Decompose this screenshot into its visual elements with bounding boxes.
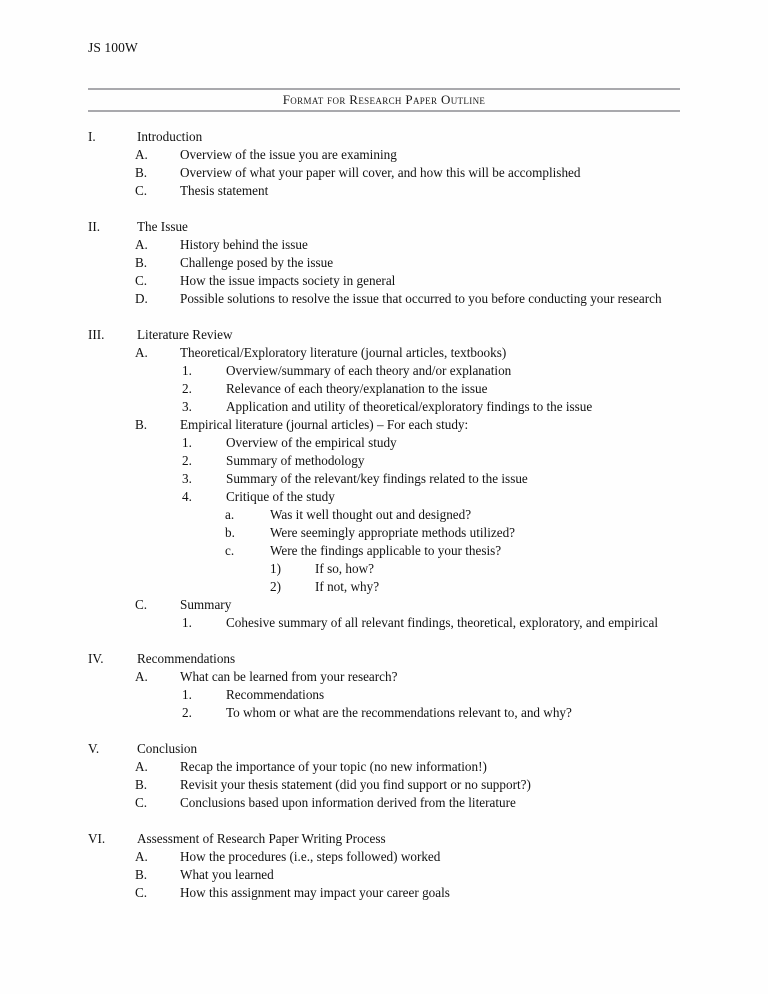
outline-text: Were the findings applicable to your thesis? <box>270 543 502 558</box>
outline-entry <box>182 452 688 470</box>
outline-text: Recap the importance of your topic (no new information!) <box>180 759 487 774</box>
outline-marker: B. <box>135 165 148 180</box>
title-block <box>88 88 680 112</box>
outline-entry <box>88 650 688 668</box>
outline-text: Empirical literature (journal articles) – For each study: <box>180 417 469 432</box>
outline-entry <box>135 884 688 902</box>
outline-text: Possible solutions to resolve the issue that occurred to you before conducting your research <box>180 291 662 306</box>
outline-marker: 1. <box>182 615 192 630</box>
outline-marker: 2. <box>182 705 192 720</box>
outline-marker: A. <box>135 849 148 864</box>
outline-marker: 4. <box>182 489 192 504</box>
outline-entry <box>135 164 688 182</box>
outline-text: Recommendations <box>226 687 325 702</box>
outline-text: Recommendations <box>137 651 236 666</box>
outline-marker: C. <box>135 183 148 198</box>
outline-marker: III. <box>88 327 105 342</box>
outline-marker: VI. <box>88 831 106 846</box>
outline-entry <box>182 398 688 416</box>
outline-marker: b. <box>225 525 235 540</box>
outline-text: Relevance of each theory/explanation to the issue <box>226 381 488 396</box>
outline-text: Overview of the empirical study <box>226 435 397 450</box>
outline-entry <box>88 740 688 758</box>
outline-entry <box>182 470 688 488</box>
outline-entry <box>135 794 688 812</box>
outline-entry <box>88 830 688 848</box>
outline-text: Overview/summary of each theory and/or explanation <box>226 363 512 378</box>
outline-text: Literature Review <box>137 327 233 342</box>
outline-marker: IV. <box>88 651 104 666</box>
outline-spacer <box>88 200 688 218</box>
outline-text: Thesis statement <box>180 183 269 198</box>
outline-text: If not, why? <box>315 579 380 594</box>
outline-text: Overview of what your paper will cover, and how this will be accomplished <box>180 165 581 180</box>
outline-text: What you learned <box>180 867 274 882</box>
course-code-label: JS 100W <box>88 40 138 55</box>
outline-text: How this assignment may impact your career goals <box>180 885 450 900</box>
outline-spacer <box>88 632 688 650</box>
outline-text: Challenge posed by the issue <box>180 255 334 270</box>
outline-marker: C. <box>135 597 148 612</box>
outline-entry <box>182 362 688 380</box>
outline-text: Summary <box>180 597 232 612</box>
outline-entry <box>135 272 688 290</box>
outline-text: Was it well thought out and designed? <box>270 507 472 522</box>
outline-text: The Issue <box>137 219 188 234</box>
outline-text: Application and utility of theoretical/exploratory findings to the issue <box>226 399 593 414</box>
outline-entry <box>88 218 688 236</box>
outline-text: What can be learned from your research? <box>180 669 398 684</box>
outline-marker: A. <box>135 147 148 162</box>
outline-text: Assessment of Research Paper Writing Process <box>137 831 386 846</box>
outline-text: Were seemingly appropriate methods utilized? <box>270 525 516 540</box>
outline-marker: B. <box>135 777 148 792</box>
outline-text: Theoretical/Exploratory literature (journal articles, textbooks) <box>180 345 507 360</box>
outline-text: If so, how? <box>315 561 374 576</box>
outline-marker: A. <box>135 669 148 684</box>
outline-text: Summary of methodology <box>226 453 365 468</box>
outline-marker: D. <box>135 291 148 306</box>
outline-marker: 2) <box>270 579 281 594</box>
outline-entry <box>135 866 688 884</box>
outline-text: Overview of the issue you are examining <box>180 147 397 162</box>
outline-spacer <box>88 812 688 830</box>
outline-entry <box>182 434 688 452</box>
outline-marker: A. <box>135 237 148 252</box>
outline-marker: I. <box>88 129 96 144</box>
outline-marker: A. <box>135 759 148 774</box>
outline-text: Revisit your thesis statement (did you find support or no support?) <box>180 777 531 792</box>
outline-text: Critique of the study <box>226 489 335 504</box>
outline-marker: 2. <box>182 381 192 396</box>
outline-entry <box>182 704 688 722</box>
outline-entry <box>135 344 688 362</box>
outline-entry <box>88 128 688 146</box>
outline-marker: c. <box>225 543 235 558</box>
outline-entry <box>182 488 688 506</box>
outline-marker: 1) <box>270 561 281 576</box>
outline-marker: a. <box>225 507 235 522</box>
title-rule-bottom <box>88 110 680 112</box>
outline-marker: V. <box>88 741 100 756</box>
outline-spacer <box>88 722 688 740</box>
outline-marker: A. <box>135 345 148 360</box>
outline-marker: 3. <box>182 471 192 486</box>
outline-marker: C. <box>135 273 148 288</box>
outline-entry <box>135 668 688 686</box>
outline-entry <box>135 182 688 200</box>
outline-entry <box>135 758 688 776</box>
outline-marker: 1. <box>182 363 192 378</box>
outline-entry <box>135 776 688 794</box>
outline-text: How the procedures (i.e., steps followed) worked <box>180 849 441 864</box>
outline-entry <box>225 524 688 542</box>
outline-entry <box>135 416 688 434</box>
outline-marker: 1. <box>182 687 192 702</box>
outline-marker: C. <box>135 795 148 810</box>
outline-marker: 1. <box>182 435 192 450</box>
outline-entry <box>225 542 688 560</box>
outline-text: Introduction <box>137 129 203 144</box>
outline-text: How the issue impacts society in general <box>180 273 396 288</box>
outline-list <box>88 128 688 902</box>
outline-text: Conclusion <box>137 741 198 756</box>
outline-entry <box>135 236 688 254</box>
outline-entry <box>270 578 688 596</box>
outline-text: To whom or what are the recommendations relevant to, and why? <box>226 705 572 720</box>
outline-marker: C. <box>135 885 148 900</box>
outline-entry <box>135 290 688 308</box>
outline-entry <box>135 146 688 164</box>
outline-marker: 3. <box>182 399 192 414</box>
outline-text: Summary of the relevant/key findings related to the issue <box>226 471 528 486</box>
outline-marker: B. <box>135 255 148 270</box>
outline-entry <box>182 380 688 398</box>
outline-entry <box>135 848 688 866</box>
outline-text: Cohesive summary of all relevant findings, theoretical, exploratory, and empirical <box>226 615 658 630</box>
page-title: Format for Research Paper Outline <box>282 92 486 107</box>
outline-spacer <box>88 308 688 326</box>
outline-entry <box>135 596 688 614</box>
outline-text: Conclusions based upon information derived from the literature <box>180 795 516 810</box>
outline-entry <box>135 254 688 272</box>
outline-entry <box>270 560 688 578</box>
outline-entry <box>182 686 688 704</box>
outline-marker: B. <box>135 417 148 432</box>
outline-entry <box>182 614 688 632</box>
outline-entry <box>88 326 688 344</box>
outline-marker: II. <box>88 219 101 234</box>
outline-marker: B. <box>135 867 148 882</box>
outline-entry <box>225 506 688 524</box>
outline-text: History behind the issue <box>180 237 308 252</box>
outline-marker: 2. <box>182 453 192 468</box>
